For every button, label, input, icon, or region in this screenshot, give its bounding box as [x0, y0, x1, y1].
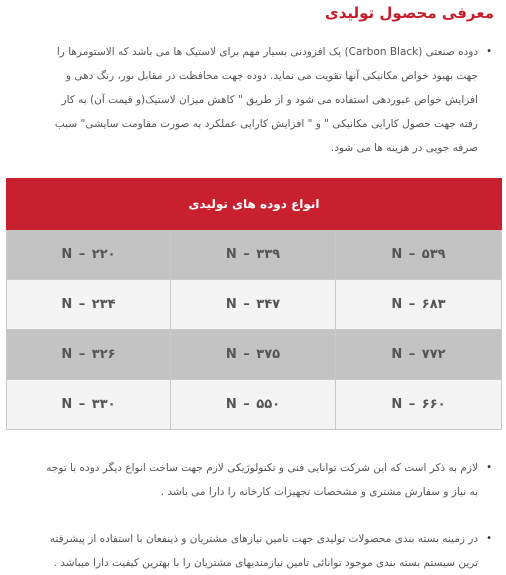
note-paragraph — [40, 527, 492, 575]
product-cell: N – ۷۷۲ — [336, 330, 502, 380]
product-cell: N – ۳۳۰ — [6, 380, 171, 430]
note-text: لازم به ذکر است که این شرکت توانایی فنی و تکنولوژیکی لازم جهت ساخت انواع دیگر دوده با توجه به نیاز و سفارش مشتری و مشخصات تجهیزات کارخانه را دارا می باشد . — [46, 462, 478, 498]
note-text: در زمینه بسته بندی محصولات تولیدی جهت تامین نیازهای مشتریان و ذینفعان با استفاده از پیشرفته ترین سیستم بسته بندی موجود توانائی تامین نیازمندیهای مشتریان را با بهترین کیفیت دارا میباشد . — [49, 533, 478, 569]
page-title: معرفی محصول تولیدی — [324, 4, 494, 22]
note-paragraph — [40, 456, 492, 504]
product-cell: N – ۳۷۵ — [171, 330, 336, 380]
product-cell: N – ۶۸۳ — [336, 280, 502, 330]
bullet-icon: • — [486, 533, 492, 544]
products-table — [6, 178, 502, 430]
product-cell: N – ۵۵۰ — [171, 380, 336, 430]
product-cell: N – ۳۴۷ — [171, 280, 336, 330]
products-table-header: انواع دوده های تولیدی — [6, 178, 502, 230]
product-cell: N – ۲۳۴ — [6, 280, 171, 330]
product-cell: N – ۶۶۰ — [336, 380, 502, 430]
product-cell: N – ۳۲۶ — [6, 330, 171, 380]
intro-text: دوده صنعتی (Carbon Black) یک افزودنی بسیار مهم برای لاستیک ها می باشد که الاستومرها را جهت بهبود خواص مکانیکی آنها تقویت می نماید. دوده جهت محافظت در مقابل نور، رنگ دهی و افزایش خواص عبوردهی استفاده می شود و از طریق " کاهش میزان لاستیک(و قیمت آن) به کار رفته جهت حصول کارایی مکانیکی " و " افزایش کارایی عملکرد به صورت مقاومت سایشی" سبب صرفه جویی در هزینه ها می شود. — [54, 46, 478, 154]
bullet-icon: • — [486, 46, 492, 57]
intro-paragraph — [40, 40, 492, 160]
products-grid — [6, 230, 502, 430]
product-cell: N – ۲۲۰ — [6, 230, 171, 280]
bullet-icon: • — [486, 462, 492, 473]
product-cell: N – ۵۳۹ — [336, 230, 502, 280]
product-cell: N – ۳۳۹ — [171, 230, 336, 280]
